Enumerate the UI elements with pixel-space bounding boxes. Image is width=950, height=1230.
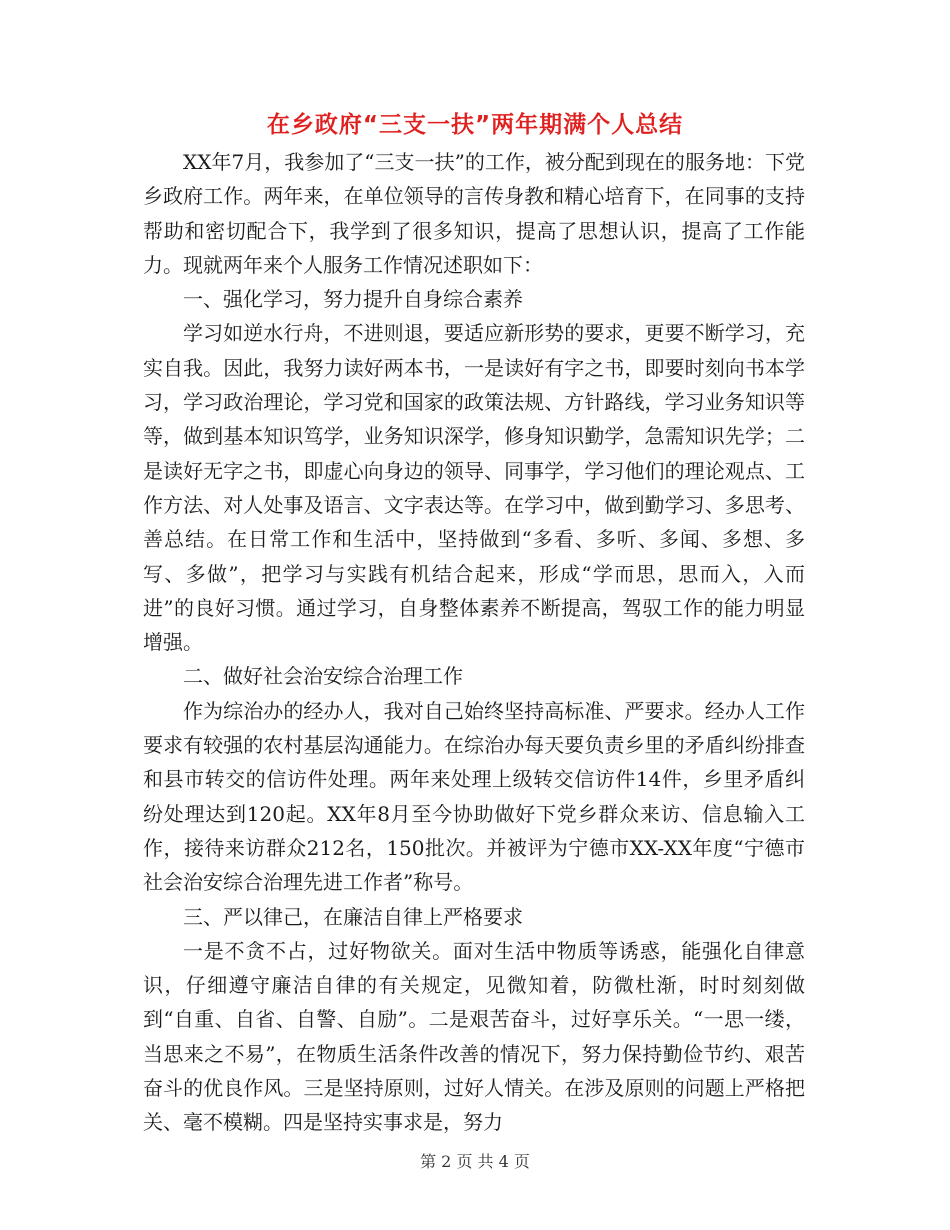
- paragraph-section-1: 学习如逆水行舟，不进则退，要适应新形势的要求，更要不断学习，充实自我。因此，我努力读好两本书，一是读好有字之书，即要时刻向书本学习，学习政治理论，学习党和国家的政策法规、方针路线，学习业务知识等等，做到基本知识笃学，业务知识深学，修身知识勤学，急需知识先学；二是读好无字之书，即虚心向身边的领导、同事学，学习他们的理论观点、工作方法、对人处事及语言、文字表达等。在学习中，做到勤学习、多思考、善总结。在日常工作和生活中，坚持做到“多看、多听、多闻、多想、多写、多做”，把学习与实践有机结合起来，形成“学而思，思而入，入而进”的良好习惯。通过学习，自身整体素养不断提高，驾驭工作的能力明显增强。: [143, 321, 805, 655]
- section-heading-3: 三、严以律己，在廉洁自律上严格要求: [183, 904, 523, 929]
- paragraph-section-2: 作为综治办的经办人，我对自己始终坚持高标准、严要求。经办人工作要求有较强的农村基层沟通能力。在综治办每天要负责乡里的矛盾纠纷排查和县市转交的信访件处理。两年来处理上级转交信访件14件，乡里矛盾纠纷处理达到120起。XX年8月至今协助做好下党乡群众来访、信息输入工作，接待来访群众212名，150批次。并被评为宁德市XX-XX年度“宁德市社会治安综合治理先进工作者”称号。: [143, 698, 805, 895]
- document-body: [143, 145, 805, 1140]
- document-title: 在乡政府“三支一扶”两年期满个人总结: [266, 112, 684, 138]
- paragraph-intro: XX年7月，我参加了“三支一扶”的工作，被分配到现在的服务地：下党乡政府工作。两年来，在单位领导的言传身教和精心培育下，在同事的支持帮助和密切配合下，我学到了很多知识，提高了思想认识，提高了工作能力。现就两年来个人服务工作情况述职如下：: [143, 150, 805, 277]
- paragraph-section-3: 一是不贪不占，过好物欲关。面对生活中物质等诱惑，能强化自律意识，仔细遵守廉洁自律的有关规定，见微知着，防微杜渐，时时刻刻做到“自重、自省、自警、自励”。二是艰苦奋斗，过好享乐关。“一思一缕，当思来之不易”，在物质生活条件改善的情况下，努力保持勤俭节约、艰苦奋斗的优良作风。三是坚持原则，过好人情关。在涉及原则的问题上严格把关、毫不模糊。四是坚持实事求是，努力: [143, 938, 805, 1135]
- section-heading-1: 一、强化学习，努力提升自身综合素养: [183, 287, 523, 312]
- section-heading-2: 二、做好社会治安综合治理工作: [183, 664, 463, 689]
- page-footer: 第 2 页 共 4 页: [420, 1152, 530, 1171]
